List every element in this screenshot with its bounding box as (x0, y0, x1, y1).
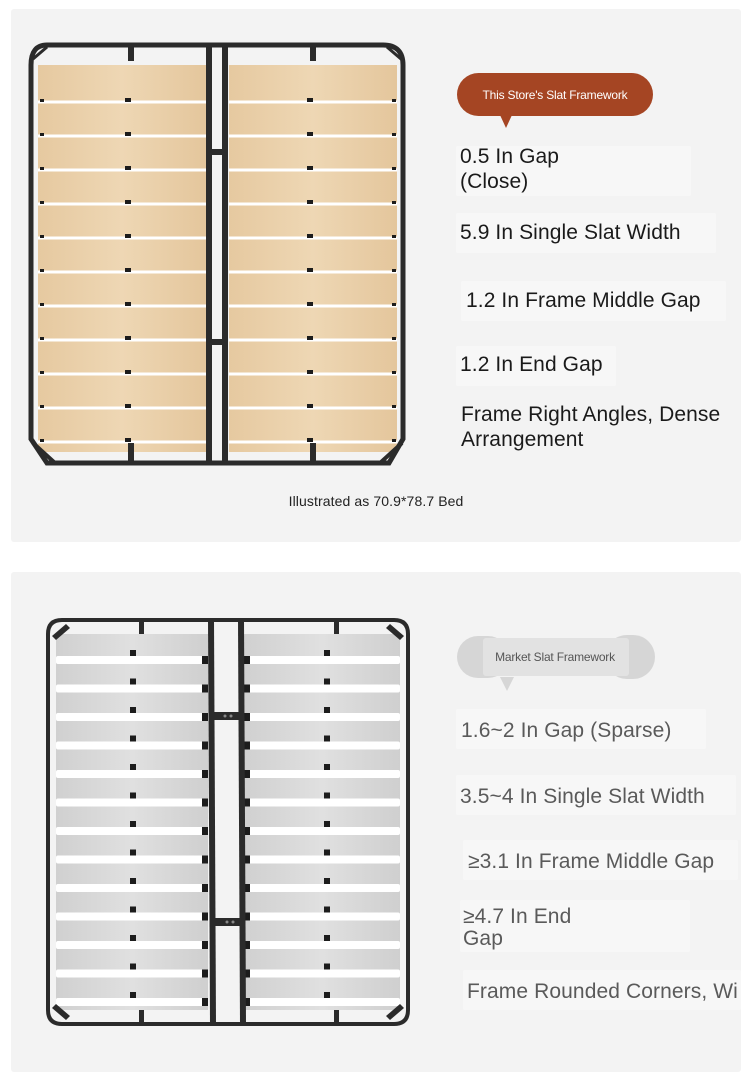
store-slat-clip (392, 439, 396, 442)
store-slat-clip (40, 133, 44, 136)
market-slat-clip (130, 850, 136, 856)
store-callout-label: This Store's Slat Framework (482, 87, 628, 102)
store-slat-clip (125, 370, 131, 374)
market-slat-clip (324, 764, 330, 770)
market-slat-clip (130, 679, 136, 685)
store-leg (310, 45, 316, 61)
store-slat-framework-panel (11, 9, 741, 542)
callout-tail (500, 115, 512, 128)
market-slat-gap (56, 884, 208, 892)
store-center-rail-left (206, 45, 212, 463)
market-slat-clip (130, 707, 136, 713)
market-slat-clip (202, 742, 208, 750)
store-slat-clip (125, 98, 131, 102)
store-slat-clip (307, 132, 313, 136)
market-slat-gap (56, 998, 208, 1006)
market-slat-gap (244, 827, 400, 835)
spec-gap: 0.5 In Gap (Close) (460, 145, 560, 193)
callout-tail (500, 677, 514, 691)
market-leg (139, 620, 144, 634)
market-slat-gap (244, 856, 400, 864)
store-slat-clip (307, 268, 313, 272)
store-slat-clip (40, 269, 44, 272)
store-slat-clip (307, 98, 313, 102)
market-slat-clip (324, 736, 330, 742)
market-slat-gap (56, 970, 208, 978)
market-leg (139, 1010, 144, 1024)
illustration-caption: Illustrated as 70.9*78.7 Bed (288, 493, 464, 509)
market-slat-clip (130, 992, 136, 998)
store-slat-clip (392, 405, 396, 408)
market-slat-gap (244, 941, 400, 949)
store-slat-clip (307, 166, 313, 170)
store-slat-clip (125, 268, 131, 272)
spec-frame-corners: Frame Right Angles, Dense Arrangement (461, 403, 721, 451)
store-slat-clip (392, 303, 396, 306)
market-leg (334, 620, 339, 634)
market-bed-frame-illustration (44, 616, 414, 1028)
market-slat-clip (324, 850, 330, 856)
market-slat-clip (130, 964, 136, 970)
store-right-slat-board (229, 65, 397, 452)
market-slat-clip (130, 736, 136, 742)
market-slat-gap (244, 713, 400, 721)
market-spec-gap: 1.6~2 In Gap (Sparse) (461, 719, 672, 742)
market-slat-clip (244, 656, 250, 664)
store-slat-clip (40, 303, 44, 306)
store-bed-frame-illustration (25, 39, 410, 469)
market-slat-gap (244, 998, 400, 1006)
market-spec-middle-gap: ≥3.1 In Frame Middle Gap (468, 850, 715, 873)
spec-slat-width: 5.9 In Single Slat Width (460, 221, 681, 244)
market-slat-framework-panel (11, 572, 741, 1072)
market-slat-clip (324, 878, 330, 884)
market-slat-gap (244, 685, 400, 693)
store-slat-clip (392, 269, 396, 272)
market-slat-gap (244, 913, 400, 921)
store-slat-clip (125, 404, 131, 408)
store-slat-clip (125, 200, 131, 204)
store-slat-clip (392, 99, 396, 102)
market-slat-gap (56, 941, 208, 949)
market-slat-clip (130, 878, 136, 884)
store-slat-clip (40, 235, 44, 238)
store-slat-clip (40, 405, 44, 408)
market-slat-clip (324, 707, 330, 713)
market-slat-clip (202, 656, 208, 664)
market-slat-clip (324, 679, 330, 685)
spec-middle-gap: 1.2 In Frame Middle Gap (466, 289, 701, 312)
market-slat-clip (244, 770, 250, 778)
market-slat-clip (130, 821, 136, 827)
store-slat-clip (40, 439, 44, 442)
store-slat-clip (40, 167, 44, 170)
store-slat-clip (307, 200, 313, 204)
market-slat-gap (56, 713, 208, 721)
store-slat-clip (307, 438, 313, 442)
market-slat-clip (202, 913, 208, 921)
market-spec-frame-corners: Frame Rounded Corners, Wi (467, 980, 738, 1003)
spec-end-gap: 1.2 In End Gap (460, 353, 603, 376)
market-callout-bubble (457, 635, 653, 679)
market-slat-gap (56, 685, 208, 693)
market-slat-gap (56, 799, 208, 807)
store-slat-clip (392, 133, 396, 136)
store-slat-clip (125, 336, 131, 340)
market-slat-gap (244, 656, 400, 664)
market-slat-clip (324, 650, 330, 656)
market-slat-gap (244, 884, 400, 892)
market-slat-gap (56, 827, 208, 835)
store-slat-clip (392, 371, 396, 374)
market-leg (334, 1010, 339, 1024)
store-slat-clip (40, 201, 44, 204)
market-slat-clip (202, 799, 208, 807)
market-slat-clip (202, 941, 208, 949)
market-slat-gap (244, 799, 400, 807)
store-slat-clip (125, 234, 131, 238)
store-slat-clip (40, 371, 44, 374)
market-slat-clip (244, 713, 250, 721)
market-slat-clip (324, 907, 330, 913)
store-slat-clip (307, 370, 313, 374)
market-slat-gap (244, 742, 400, 750)
store-leg (310, 443, 316, 463)
store-slat-clip (392, 337, 396, 340)
market-slat-clip (130, 907, 136, 913)
market-slat-clip (324, 964, 330, 970)
store-left-slat-board (38, 65, 206, 452)
market-slat-clip (130, 935, 136, 941)
market-slat-clip (202, 856, 208, 864)
store-slat-clip (40, 99, 44, 102)
market-slat-clip (324, 793, 330, 799)
market-slat-gap (56, 856, 208, 864)
market-slat-clip (244, 742, 250, 750)
store-slat-clip (307, 336, 313, 340)
market-slat-gap (244, 970, 400, 978)
store-slat-clip (307, 302, 313, 306)
market-slat-clip (202, 770, 208, 778)
market-spec-slat-width: 3.5~4 In Single Slat Width (460, 785, 705, 808)
market-center-rail-left (208, 620, 216, 1024)
market-slat-gap (56, 913, 208, 921)
market-slat-clip (324, 935, 330, 941)
store-slat-clip (125, 302, 131, 306)
store-callout-bubble (457, 73, 653, 116)
store-slat-clip (307, 404, 313, 408)
store-leg (128, 443, 134, 463)
market-slat-clip (130, 650, 136, 656)
store-leg (128, 45, 134, 61)
market-slat-gap (56, 742, 208, 750)
market-slat-clip (202, 884, 208, 892)
market-slat-clip (130, 764, 136, 770)
store-center-rail-right (222, 45, 228, 463)
market-slat-clip (202, 827, 208, 835)
store-slat-clip (125, 166, 131, 170)
store-slat-clip (307, 234, 313, 238)
market-slat-clip (202, 685, 208, 693)
market-slat-gap (56, 656, 208, 664)
store-slat-clip (392, 167, 396, 170)
market-slat-clip (202, 970, 208, 978)
store-slat-clip (125, 438, 131, 442)
market-slat-gap (244, 770, 400, 778)
store-slat-clip (392, 201, 396, 204)
market-spec-end-gap: ≥4.7 In End Gap (463, 905, 572, 950)
market-slat-clip (202, 713, 208, 721)
market-slat-clip (244, 685, 250, 693)
market-callout-label: Market Slat Framework (495, 650, 615, 664)
store-slat-clip (392, 235, 396, 238)
market-slat-clip (324, 821, 330, 827)
market-slat-clip (202, 998, 208, 1006)
market-slat-clip (130, 793, 136, 799)
store-slat-clip (125, 132, 131, 136)
store-slat-clip (40, 337, 44, 340)
market-slat-clip (324, 992, 330, 998)
market-slat-gap (56, 770, 208, 778)
